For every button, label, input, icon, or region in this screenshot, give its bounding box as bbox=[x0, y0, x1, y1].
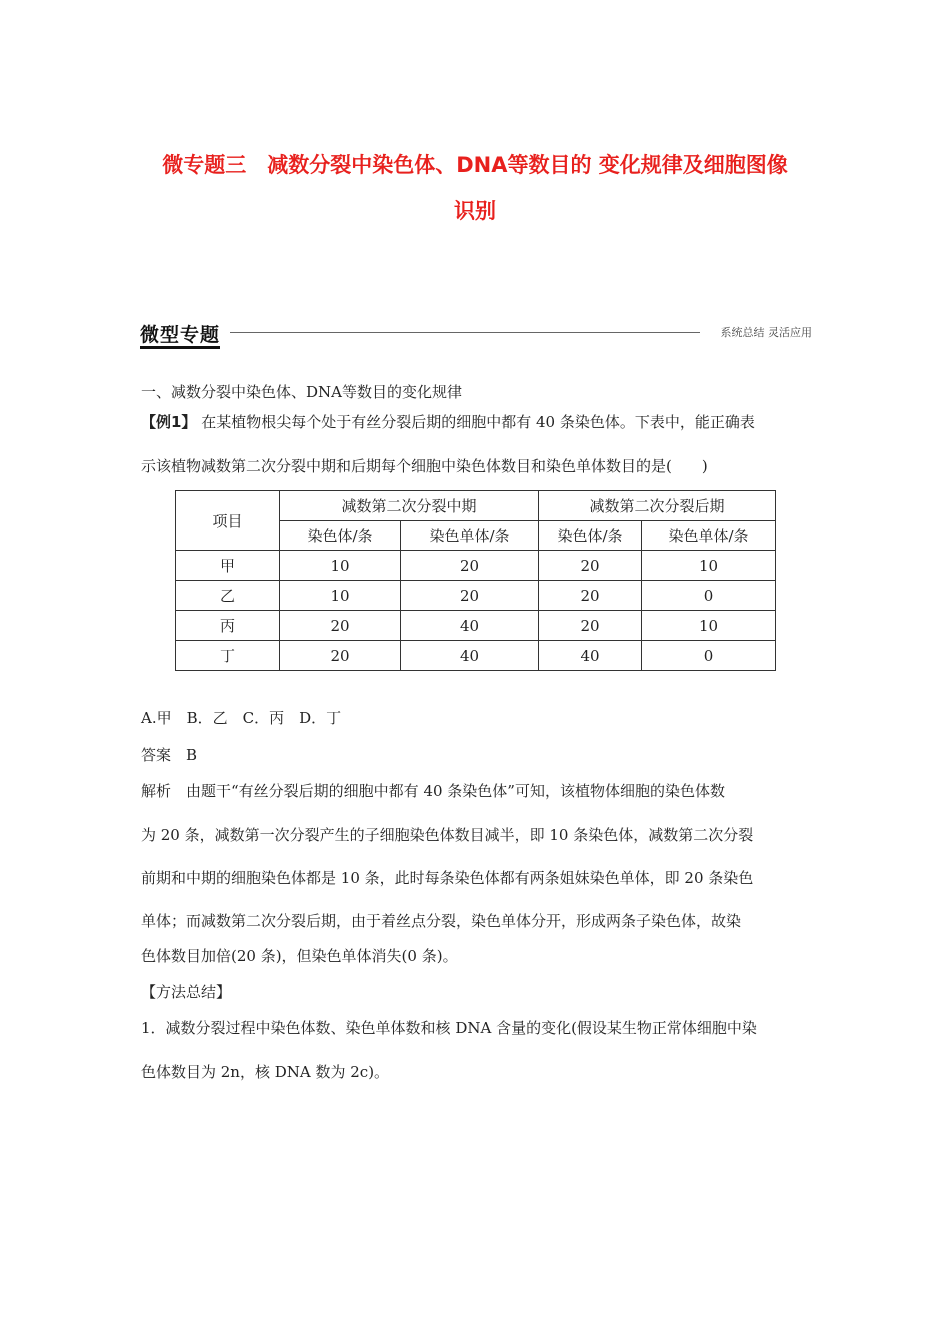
example-text-1: 在某植物根尖每个处于有丝分裂后期的细胞中都有 40 条染色体。下表中，能正确表 bbox=[201, 413, 755, 431]
table-corner: 项目 bbox=[176, 491, 280, 551]
table-cell: 10 bbox=[642, 551, 776, 581]
answer-options: A.甲 B．乙 C．丙 D．丁 bbox=[141, 709, 342, 727]
table-cell: 20 bbox=[401, 581, 539, 611]
table-sub-header: 染色体/条 bbox=[539, 521, 642, 551]
answer: 答案 B bbox=[141, 746, 198, 764]
title-line-1: 微专题三 减数分裂中染色体、DNA等数目的 变化规律及细胞图像 bbox=[162, 153, 788, 177]
table-cell: 20 bbox=[401, 551, 539, 581]
table-row bbox=[176, 641, 776, 671]
table-cell: 10 bbox=[642, 611, 776, 641]
row-label: 乙 bbox=[176, 581, 280, 611]
row-label: 甲 bbox=[176, 551, 280, 581]
table-cell: 0 bbox=[642, 641, 776, 671]
table-cell: 40 bbox=[401, 641, 539, 671]
section-banner bbox=[140, 320, 812, 350]
banner-badge: 微型专题 bbox=[140, 324, 221, 346]
table-row bbox=[176, 581, 776, 611]
table-row bbox=[176, 611, 776, 641]
method-line: 1．减数分裂过程中染色体数、染色单体数和核 DNA 含量的变化(假设某生物正常体细胞中染 bbox=[141, 1019, 757, 1037]
title-line-2: 识别 bbox=[454, 199, 496, 223]
banner-underbar bbox=[140, 346, 220, 349]
document-title bbox=[100, 142, 850, 234]
example-line-1 bbox=[141, 412, 755, 432]
table-cell: 20 bbox=[280, 611, 401, 641]
analysis-line: 为 20 条，减数第一次分裂产生的子细胞染色体数目减半，即 10 条染色体，减数第二次分裂 bbox=[141, 826, 754, 844]
table-cell: 40 bbox=[401, 611, 539, 641]
table-sub-header: 染色单体/条 bbox=[642, 521, 776, 551]
table-cell: 20 bbox=[280, 641, 401, 671]
table-group-header-2: 减数第二次分裂后期 bbox=[539, 491, 776, 521]
example-line-2: 示该植物减数第二次分裂中期和后期每个细胞中染色体数目和染色单体数目的是( ) bbox=[141, 457, 708, 475]
table-cell: 10 bbox=[280, 551, 401, 581]
table-cell: 20 bbox=[539, 611, 642, 641]
analysis-line: 前期和中期的细胞染色体都是 10 条，此时每条染色体都有两条姐妹染色单体，即 20 条染色 bbox=[141, 869, 754, 887]
table-sub-header: 染色单体/条 bbox=[401, 521, 539, 551]
analysis-line: 单体；而减数第二次分裂后期，由于着丝点分裂，染色单体分开，形成两条子染色体，故染 bbox=[141, 912, 742, 930]
table-row bbox=[176, 551, 776, 581]
banner-rule bbox=[230, 332, 700, 333]
table-cell: 0 bbox=[642, 581, 776, 611]
table-group-header-1: 减数第二次分裂中期 bbox=[280, 491, 539, 521]
analysis-line: 色体数目加倍(20 条)，但染色单体消失(0 条)。 bbox=[141, 947, 458, 965]
analysis-line: 解析 由题干“有丝分裂后期的细胞中都有 40 条染色体”可知，该植物体细胞的染色体数 bbox=[141, 782, 725, 800]
method-heading: 【方法总结】 bbox=[141, 983, 232, 1001]
banner-tagline: 系统总结 灵活应用 bbox=[720, 326, 812, 339]
table-cell: 40 bbox=[539, 641, 642, 671]
table-sub-header: 染色体/条 bbox=[280, 521, 401, 551]
example-label: 【例1】 bbox=[141, 413, 197, 431]
data-table bbox=[175, 490, 776, 671]
table-cell: 20 bbox=[539, 581, 642, 611]
row-label: 丁 bbox=[176, 641, 280, 671]
row-label: 丙 bbox=[176, 611, 280, 641]
table-cell: 20 bbox=[539, 551, 642, 581]
table-cell: 10 bbox=[280, 581, 401, 611]
section-heading: 一、减数分裂中染色体、DNA等数目的变化规律 bbox=[141, 383, 462, 401]
method-line: 色体数目为 2n，核 DNA 数为 2c)。 bbox=[141, 1063, 390, 1081]
